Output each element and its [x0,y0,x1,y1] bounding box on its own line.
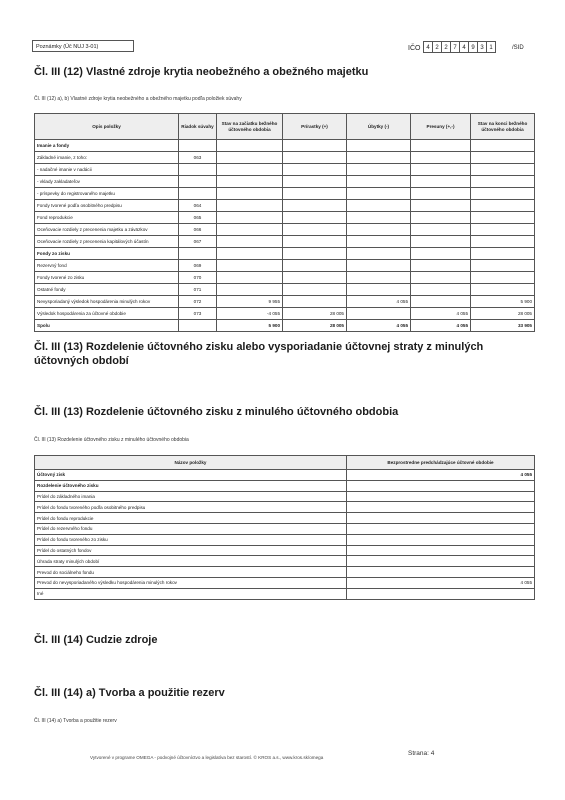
row-number [179,176,217,188]
cell-end [471,200,535,212]
cell-add [283,236,347,248]
cell-add [283,164,347,176]
row-number [179,164,217,176]
cell-move [411,272,471,284]
cell-move [411,152,471,164]
cell-end: 5 900 [471,296,535,308]
table-row [35,260,535,272]
row-number: 066 [179,224,217,236]
section13-title: Čl. III (13) Rozdelenie účtovného zisku alebo vysporiadanie účtovnej straty z minulých účtovných období [34,341,484,367]
table-total-row [35,320,535,332]
table-row [35,534,535,545]
sid-label: /SID [512,45,524,51]
ico-digit: 4 [423,41,433,53]
table-row [35,523,535,534]
ico-label: IČO [408,45,421,52]
col-header: Úbytky (-) [347,114,411,140]
cell-start [217,164,283,176]
cell-add [283,248,347,260]
cell-move: 4 055 [411,320,471,332]
cell-move [411,260,471,272]
row-number [179,320,217,332]
row-label: Úhrada straty minulých období [35,556,347,567]
section12-title: Čl. III (12) Vlastné zdroje krytia neobežného a obežného majetku [34,66,369,78]
cell-start [217,248,283,260]
row-label: Prídel do rezervného fondu [35,523,347,534]
row-number: 065 [179,212,217,224]
table-row [35,284,535,296]
profit-distribution-table [34,455,535,600]
cell-add [283,140,347,152]
cell-move [411,200,471,212]
row-number [179,188,217,200]
cell-start: -4 055 [217,308,283,320]
row-label: Fond reprodukcie [35,212,179,224]
cell-start [217,200,283,212]
table-row [35,577,535,588]
table-row [35,140,535,152]
section12-caption: Čl. III (12) a), b) Vlastné zdroje krytia neobežného a obežného majetku podľa položiek súvahy [34,96,242,102]
cell-move [411,296,471,308]
cell-add [283,296,347,308]
cell-sub [347,176,411,188]
table-row [35,236,535,248]
form-tag: Poznámky (Úč NUJ 3-01) [32,40,134,52]
table-row [35,567,535,578]
table-row [35,176,535,188]
row-label: Účtovný zisk [35,470,347,481]
table-row [35,164,535,176]
row-label: Základné imanie, z toho: [35,152,179,164]
cell-end [471,248,535,260]
row-label: - nadačné imanie v nadácii [35,164,179,176]
cell-move: 4 055 [411,308,471,320]
cell-sub [347,224,411,236]
table-row [35,588,535,599]
cell-move [411,188,471,200]
row-value [347,588,535,599]
row-number: 069 [179,260,217,272]
page-number: Strana: 4 [408,750,435,757]
cell-start [217,236,283,248]
row-label: Prídel do fondu tvoreného zo zisku [35,534,347,545]
cell-move [411,164,471,176]
cell-start [217,284,283,296]
cell-end [471,152,535,164]
row-value [347,534,535,545]
row-number: 072 [179,296,217,308]
cell-end [471,260,535,272]
row-label: Prídel do ostatných fondov [35,545,347,556]
ico-digit: 4 [459,41,469,53]
table-row [35,188,535,200]
row-label: Prevod do sociálneho fondu [35,567,347,578]
equity-table [34,113,535,332]
cell-start: 5 900 [217,320,283,332]
row-value [347,556,535,567]
table-row [35,272,535,284]
table-row [35,248,535,260]
cell-start [217,260,283,272]
cell-start [217,140,283,152]
col-header: Stav na začiatku bežného účtovného obdobia [217,114,283,140]
table-row [35,212,535,224]
cell-sub [347,188,411,200]
cell-add [283,272,347,284]
cell-add: 28 005 [283,320,347,332]
cell-sub [347,236,411,248]
table-header-row [35,456,535,470]
ico-digit: 3 [477,41,487,53]
row-label: Spolu [35,320,179,332]
cell-sub [347,248,411,260]
col-header: Prírastky (+) [283,114,347,140]
row-label: Fondy zo zisku [35,248,179,260]
row-value [347,502,535,513]
row-label: Prevod do nevysporiadaného výsledku hospodárenia minulých rokov [35,577,347,588]
cell-start [217,224,283,236]
row-label: Oceňovacie rozdiely z precenenia majetku a záväzkov [35,224,179,236]
row-value [347,523,535,534]
table-row [35,545,535,556]
table-row [35,470,535,481]
cell-add [283,284,347,296]
cell-add [283,224,347,236]
cell-start [217,272,283,284]
cell-end [471,272,535,284]
row-number: 071 [179,284,217,296]
row-label: Rezervný fond [35,260,179,272]
col-header: Bezprostredne predchádzajúce účtovné obdobie [347,456,535,470]
row-value [347,545,535,556]
cell-sub [347,164,411,176]
row-number: 064 [179,200,217,212]
row-number: 070 [179,272,217,284]
cell-move [411,140,471,152]
col-header: Riadok súvahy [179,114,217,140]
section14-subtitle: Čl. III (14) a) Tvorba a použitie rezerv [34,687,225,699]
ico-digit: 7 [450,41,460,53]
ico-digit: 9 [468,41,478,53]
cell-sub [347,260,411,272]
table-row [35,513,535,524]
row-label: Ostatné fondy [35,284,179,296]
row-label: Fondy tvorené zo zisku [35,272,179,284]
ico-digit: 2 [441,41,451,53]
cell-sub [347,212,411,224]
section14-title: Čl. III (14) Cudzie zdroje [34,634,158,646]
cell-sub [347,284,411,296]
cell-end [471,212,535,224]
cell-start [217,212,283,224]
row-label: - vklady zakladateľov [35,176,179,188]
cell-move [411,212,471,224]
table-header-row [35,114,535,140]
footer-text: Vytvorené v programe OMEGA - podvojné účtovníctvo a legislatíva bez starostí. © KROS a.s., www.kros.sk/omega [90,755,324,760]
row-number: 067 [179,236,217,248]
section13-caption: Čl. III (13) Rozdelenie účtovného zisku z minulého účtovného obdobia [34,437,189,443]
cell-end: 33 905 [471,320,535,332]
cell-sub [347,200,411,212]
section13-subtitle: Čl. III (13) Rozdelenie účtovného zisku z minulého účtovného obdobia [34,406,399,418]
cell-move [411,248,471,260]
cell-start: 9 955 [217,296,283,308]
cell-end [471,140,535,152]
cell-move [411,224,471,236]
cell-add [283,212,347,224]
row-label: Prídel do fondu reprodukcie [35,513,347,524]
row-label: Prídel do základného imania [35,491,347,502]
row-label: Oceňovacie rozdiely z precenenia kapitálových účastín [35,236,179,248]
table-row [35,502,535,513]
row-label: Fondy tvorené podľa osobitného predpisu [35,200,179,212]
cell-add: 28 005 [283,308,347,320]
row-label: Nevysporiadaný výsledok hospodárenia minulých rokov [35,296,179,308]
cell-end [471,284,535,296]
row-label: - príspevky do registrovaného majetku [35,188,179,200]
cell-sub: 4 055 [347,320,411,332]
row-number: 073 [179,308,217,320]
row-number: 063 [179,152,217,164]
ico-boxes [424,41,496,53]
ico-digit: 2 [432,41,442,53]
cell-end: 28 005 [471,308,535,320]
cell-add [283,176,347,188]
col-header: Opis položky [35,114,179,140]
table-row [35,308,535,320]
row-value [347,491,535,502]
cell-add [283,260,347,272]
row-value: 4 055 [347,470,535,481]
row-value [347,567,535,578]
cell-end [471,236,535,248]
row-number [179,140,217,152]
cell-sub [347,140,411,152]
row-label: Rozdelenie účtovného zisku [35,480,347,491]
cell-move [411,176,471,188]
ico-digit: 1 [486,41,496,53]
cell-sub: 4 055 [347,296,411,308]
row-label: Prídel do fondu tvoreného podľa osobitného predpisu [35,502,347,513]
table-row [35,200,535,212]
table-row [35,491,535,502]
col-header: Názov položky [35,456,347,470]
cell-end [471,176,535,188]
cell-move [411,284,471,296]
table-row [35,556,535,567]
cell-add [283,200,347,212]
cell-move [411,236,471,248]
cell-sub [347,152,411,164]
row-label: Iné [35,588,347,599]
row-value [347,480,535,491]
table-row [35,224,535,236]
table-row [35,152,535,164]
col-header: Stav na konci bežného účtovného obdobia [471,114,535,140]
cell-start [217,176,283,188]
section14-caption: Čl. III (14) a) Tvorba a použitie rezerv [34,718,117,724]
cell-end [471,164,535,176]
cell-sub [347,272,411,284]
cell-sub [347,308,411,320]
row-number [179,248,217,260]
table-row [35,296,535,308]
cell-add [283,152,347,164]
row-label: Výsledok hospodárenia za účtovné obdobie [35,308,179,320]
row-value: 4 055 [347,577,535,588]
cell-start [217,152,283,164]
cell-end [471,224,535,236]
col-header: Presuny (+,-) [411,114,471,140]
cell-add [283,188,347,200]
row-label: Imanie a fondy [35,140,179,152]
row-value [347,513,535,524]
cell-end [471,188,535,200]
cell-start [217,188,283,200]
table-row [35,480,535,491]
